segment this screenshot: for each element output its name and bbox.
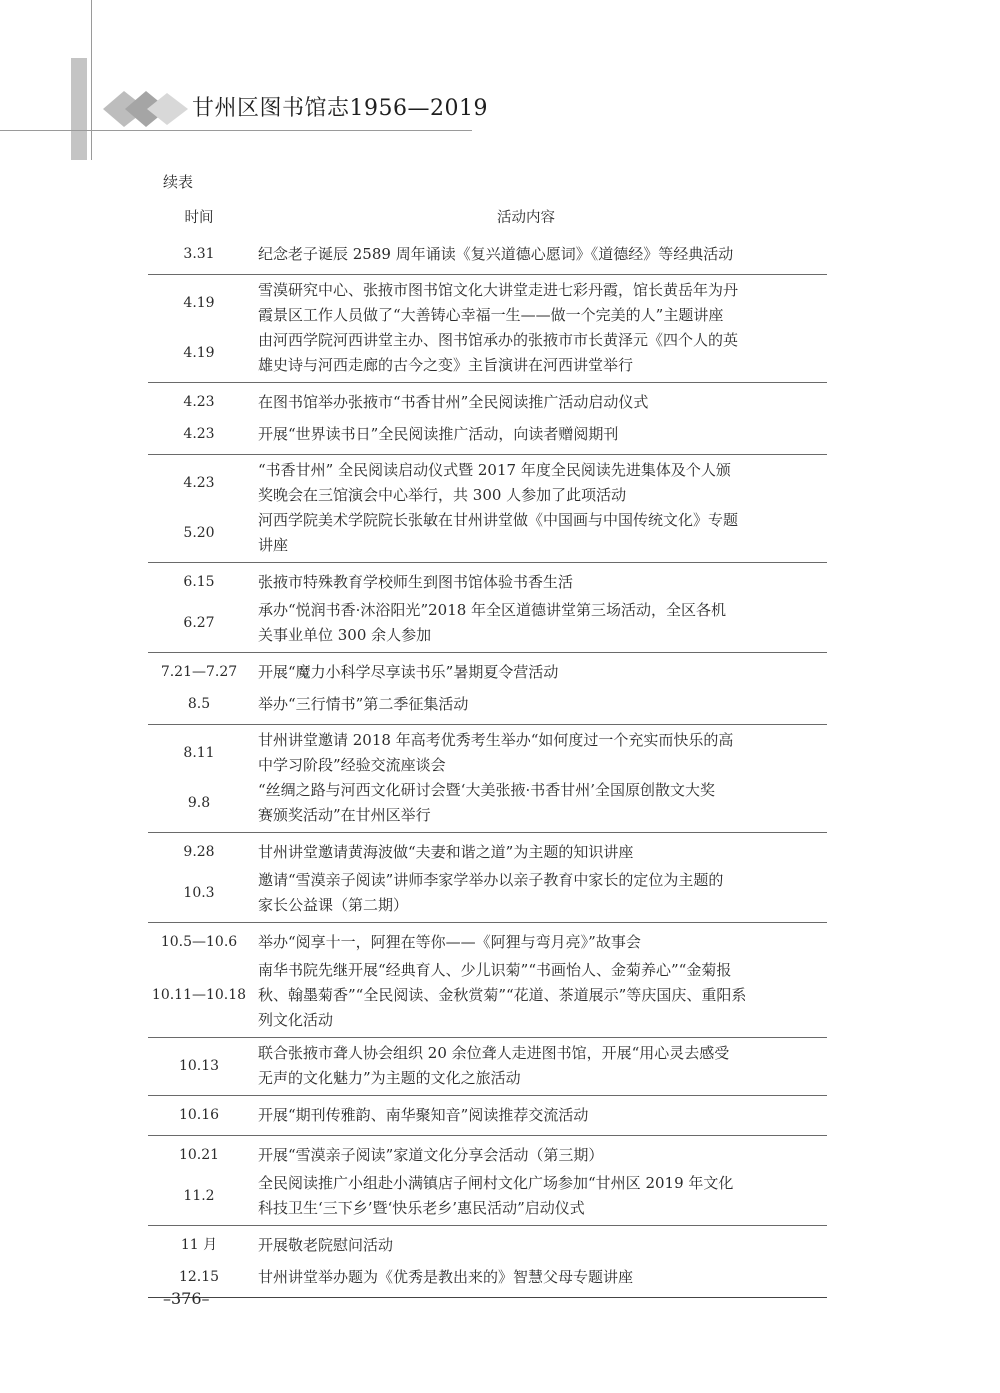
table-row	[148, 778, 827, 828]
table-row	[148, 958, 827, 1033]
content-cell	[258, 1041, 788, 1091]
table-row	[148, 926, 827, 958]
header-gray-bar	[71, 58, 87, 160]
table-row-group	[148, 275, 827, 383]
content-line: 纪念老子诞辰 2589 周年诵读《复兴道德心愿词》《道德经》等经典活动	[258, 244, 734, 263]
time-cell: 11 月	[180, 1236, 218, 1253]
content-line: 家长公益课（第二期）	[258, 896, 409, 914]
time-cell: 8.5	[187, 695, 211, 712]
table-row	[148, 566, 827, 598]
content-cell	[258, 692, 788, 717]
time-cell: 10.13	[178, 1057, 220, 1074]
content-cell	[258, 422, 788, 447]
table-row-group	[148, 1226, 827, 1298]
table-row-group	[148, 1096, 827, 1136]
content-line: 开展“世界读书日”全民阅读推广活动，向读者赠阅期刊	[258, 424, 619, 443]
header-rule	[0, 130, 472, 131]
table-row	[148, 688, 827, 720]
table-row	[148, 1229, 827, 1261]
content-line: 开展“魔力小科学尽享读书乐”暑期夏令营活动	[258, 662, 559, 681]
table-row	[148, 328, 827, 378]
time-cell: 6.27	[183, 614, 215, 631]
time-cell: 10.16	[178, 1106, 220, 1123]
content-cell	[258, 458, 788, 508]
table-row	[148, 1041, 827, 1091]
content-cell	[258, 1103, 788, 1128]
content-line: 张掖市特殊教育学校师生到图书馆体验书香生活	[258, 572, 574, 591]
content-line: 关事业单位 300 余人参加	[258, 626, 432, 644]
content-line: 开展“雪漠亲子阅读”家道文化分享会活动（第三期）	[258, 1145, 604, 1164]
content-line: 赛颁奖活动”在甘州区举行	[258, 806, 431, 824]
table-row	[148, 1099, 827, 1131]
time-cell: 10.11—10.18	[151, 987, 247, 1003]
column-header-content: 活动内容	[497, 210, 555, 226]
content-cell	[258, 390, 788, 415]
content-line: 联合张掖市聋人协会组织 20 余位聋人走进图书馆，开展“用心灵去感受	[258, 1044, 730, 1062]
table-row	[148, 656, 827, 688]
table-row-group	[148, 1136, 827, 1226]
content-line: 甘州讲堂举办题为《优秀是教出来的》智慧父母专题讲座	[258, 1267, 634, 1286]
time-cell: 5.20	[183, 524, 215, 541]
content-line: 科技卫生‘三下乡’暨‘快乐老乡’惠民活动”启动仪式	[258, 1199, 585, 1217]
content-cell	[258, 242, 788, 267]
margin-vertical-rule	[91, 0, 92, 160]
table-row	[148, 1139, 827, 1171]
table-row-group	[148, 235, 827, 275]
time-cell: 6.15	[183, 573, 215, 590]
table-row-group	[148, 653, 827, 725]
content-line: 在图书馆举办张掖市“书香甘州”全民阅读推广活动启动仪式	[258, 392, 649, 411]
content-line: 承办“悦润书香·沐浴阳光”2018 年全区道德讲堂第三场活动，全区各机	[258, 601, 727, 619]
content-cell	[258, 930, 788, 955]
table-row	[148, 278, 827, 328]
table-row	[148, 386, 827, 418]
time-cell: 4.19	[183, 344, 215, 361]
table-row-group	[148, 725, 827, 833]
content-cell	[258, 1171, 788, 1221]
table-row-group	[148, 455, 827, 563]
content-cell	[258, 598, 788, 648]
content-line: 甘州讲堂邀请 2018 年高考优秀考生举办“如何度过一个充实而快乐的高	[258, 731, 734, 749]
content-line: “书香甘州” 全民阅读启动仪式暨 2017 年度全民阅读先进集体及个人颁	[258, 461, 731, 479]
content-cell	[258, 958, 788, 1033]
time-cell: 4.19	[183, 294, 215, 311]
content-line: 奖晚会在三馆演会中心举行，共 300 人参加了此项活动	[258, 486, 627, 504]
content-line: 由河西学院河西讲堂主办、图书馆承办的张掖市市长黄泽元《四个人的英	[258, 331, 739, 349]
table-row	[148, 1261, 827, 1293]
time-cell: 9.28	[183, 843, 215, 860]
time-cell: 10.21	[178, 1146, 220, 1163]
content-cell	[258, 278, 788, 328]
table-row-group	[148, 923, 827, 1038]
content-line: 开展“期刊传雅韵、南华聚知音”阅读推荐交流活动	[258, 1105, 589, 1124]
time-cell: 10.3	[183, 884, 215, 901]
table-row	[148, 458, 827, 508]
table-row	[148, 238, 827, 270]
content-cell	[258, 328, 788, 378]
time-cell: 10.5—10.6	[160, 933, 238, 950]
content-line: 无声的文化魅力”为主题的文化之旅活动	[258, 1069, 521, 1087]
table-row	[148, 836, 827, 868]
content-line: 南华书院先继开展“经典育人、少儿识菊”“书画怡人、金菊养心”“金菊报	[258, 961, 732, 979]
content-cell	[258, 840, 788, 865]
content-line: 河西学院美术学院院长张敏在甘州讲堂做《中国画与中国传统文化》专题	[258, 511, 739, 529]
content-cell	[258, 570, 788, 595]
content-line: 举办“三行情书”第二季征集活动	[258, 694, 469, 713]
content-cell	[258, 1265, 788, 1290]
content-cell	[258, 1143, 788, 1168]
content-line: 列文化活动	[258, 1011, 334, 1029]
time-cell: 11.2	[183, 1187, 215, 1204]
time-cell: 4.23	[183, 425, 215, 442]
content-line: 秋、翰墨菊香”“全民阅读、金秋赏菊”“花道、茶道展示”等庆国庆、重阳系	[258, 986, 747, 1004]
content-cell	[258, 778, 788, 828]
content-line: 甘州讲堂邀请黄海波做“夫妻和谐之道”为主题的知识讲座	[258, 842, 634, 861]
content-line: “丝绸之路与河西文化研讨会暨‘大美张掖·书香甘州’全国原创散文大奖	[258, 781, 715, 799]
content-line: 雪漠研究中心、张掖市图书馆文化大讲堂走进七彩丹霞，馆长黄岳年为丹	[258, 281, 739, 299]
table-row-group	[148, 1038, 827, 1096]
time-cell: 9.8	[187, 794, 211, 811]
time-cell: 3.31	[183, 245, 215, 262]
table-row-group	[148, 383, 827, 455]
table-row	[148, 508, 827, 558]
content-line: 讲座	[258, 536, 289, 554]
time-cell: 8.11	[183, 744, 215, 761]
table-row	[148, 728, 827, 778]
table-row	[148, 868, 827, 918]
continued-table-label: 续表	[163, 173, 194, 191]
page-number: –376–	[163, 1289, 210, 1308]
content-line: 中学习阶段”经验交流座谈会	[258, 756, 446, 774]
content-line: 开展敬老院慰问活动	[258, 1235, 394, 1254]
header-title: 甘州区图书馆志1956—2019	[192, 96, 488, 121]
table-row-group	[148, 563, 827, 653]
content-cell	[258, 508, 788, 558]
content-line: 雄史诗与河西走廊的古今之变》主旨演讲在河西讲堂举行	[258, 356, 634, 374]
content-cell	[258, 660, 788, 685]
content-cell	[258, 728, 788, 778]
activity-table	[148, 235, 827, 1298]
column-header-time: 时间	[184, 210, 214, 226]
table-row	[148, 418, 827, 450]
content-line: 邀请“雪漠亲子阅读”讲师李家学举办以亲子教育中家长的定位为主题的	[258, 871, 724, 889]
table-row	[148, 1171, 827, 1221]
content-line: 全民阅读推广小组赴小满镇店子闸村文化广场参加“甘州区 2019 年文化	[258, 1174, 734, 1192]
content-cell	[258, 1233, 788, 1258]
time-cell: 4.23	[183, 474, 215, 491]
table-row-group	[148, 833, 827, 923]
content-cell	[258, 868, 788, 918]
table-row	[148, 598, 827, 648]
header-diamond-ornament	[100, 88, 190, 130]
time-cell: 12.15	[178, 1268, 220, 1285]
time-cell: 7.21—7.27	[160, 663, 238, 680]
content-line: 举办“阅享十一，阿狸在等你——《阿狸与弯月亮》”故事会	[258, 932, 641, 951]
content-line: 霞景区工作人员做了“大善铸心幸福一生——做一个完美的人”主题讲座	[258, 306, 724, 324]
time-cell: 4.23	[183, 393, 215, 410]
